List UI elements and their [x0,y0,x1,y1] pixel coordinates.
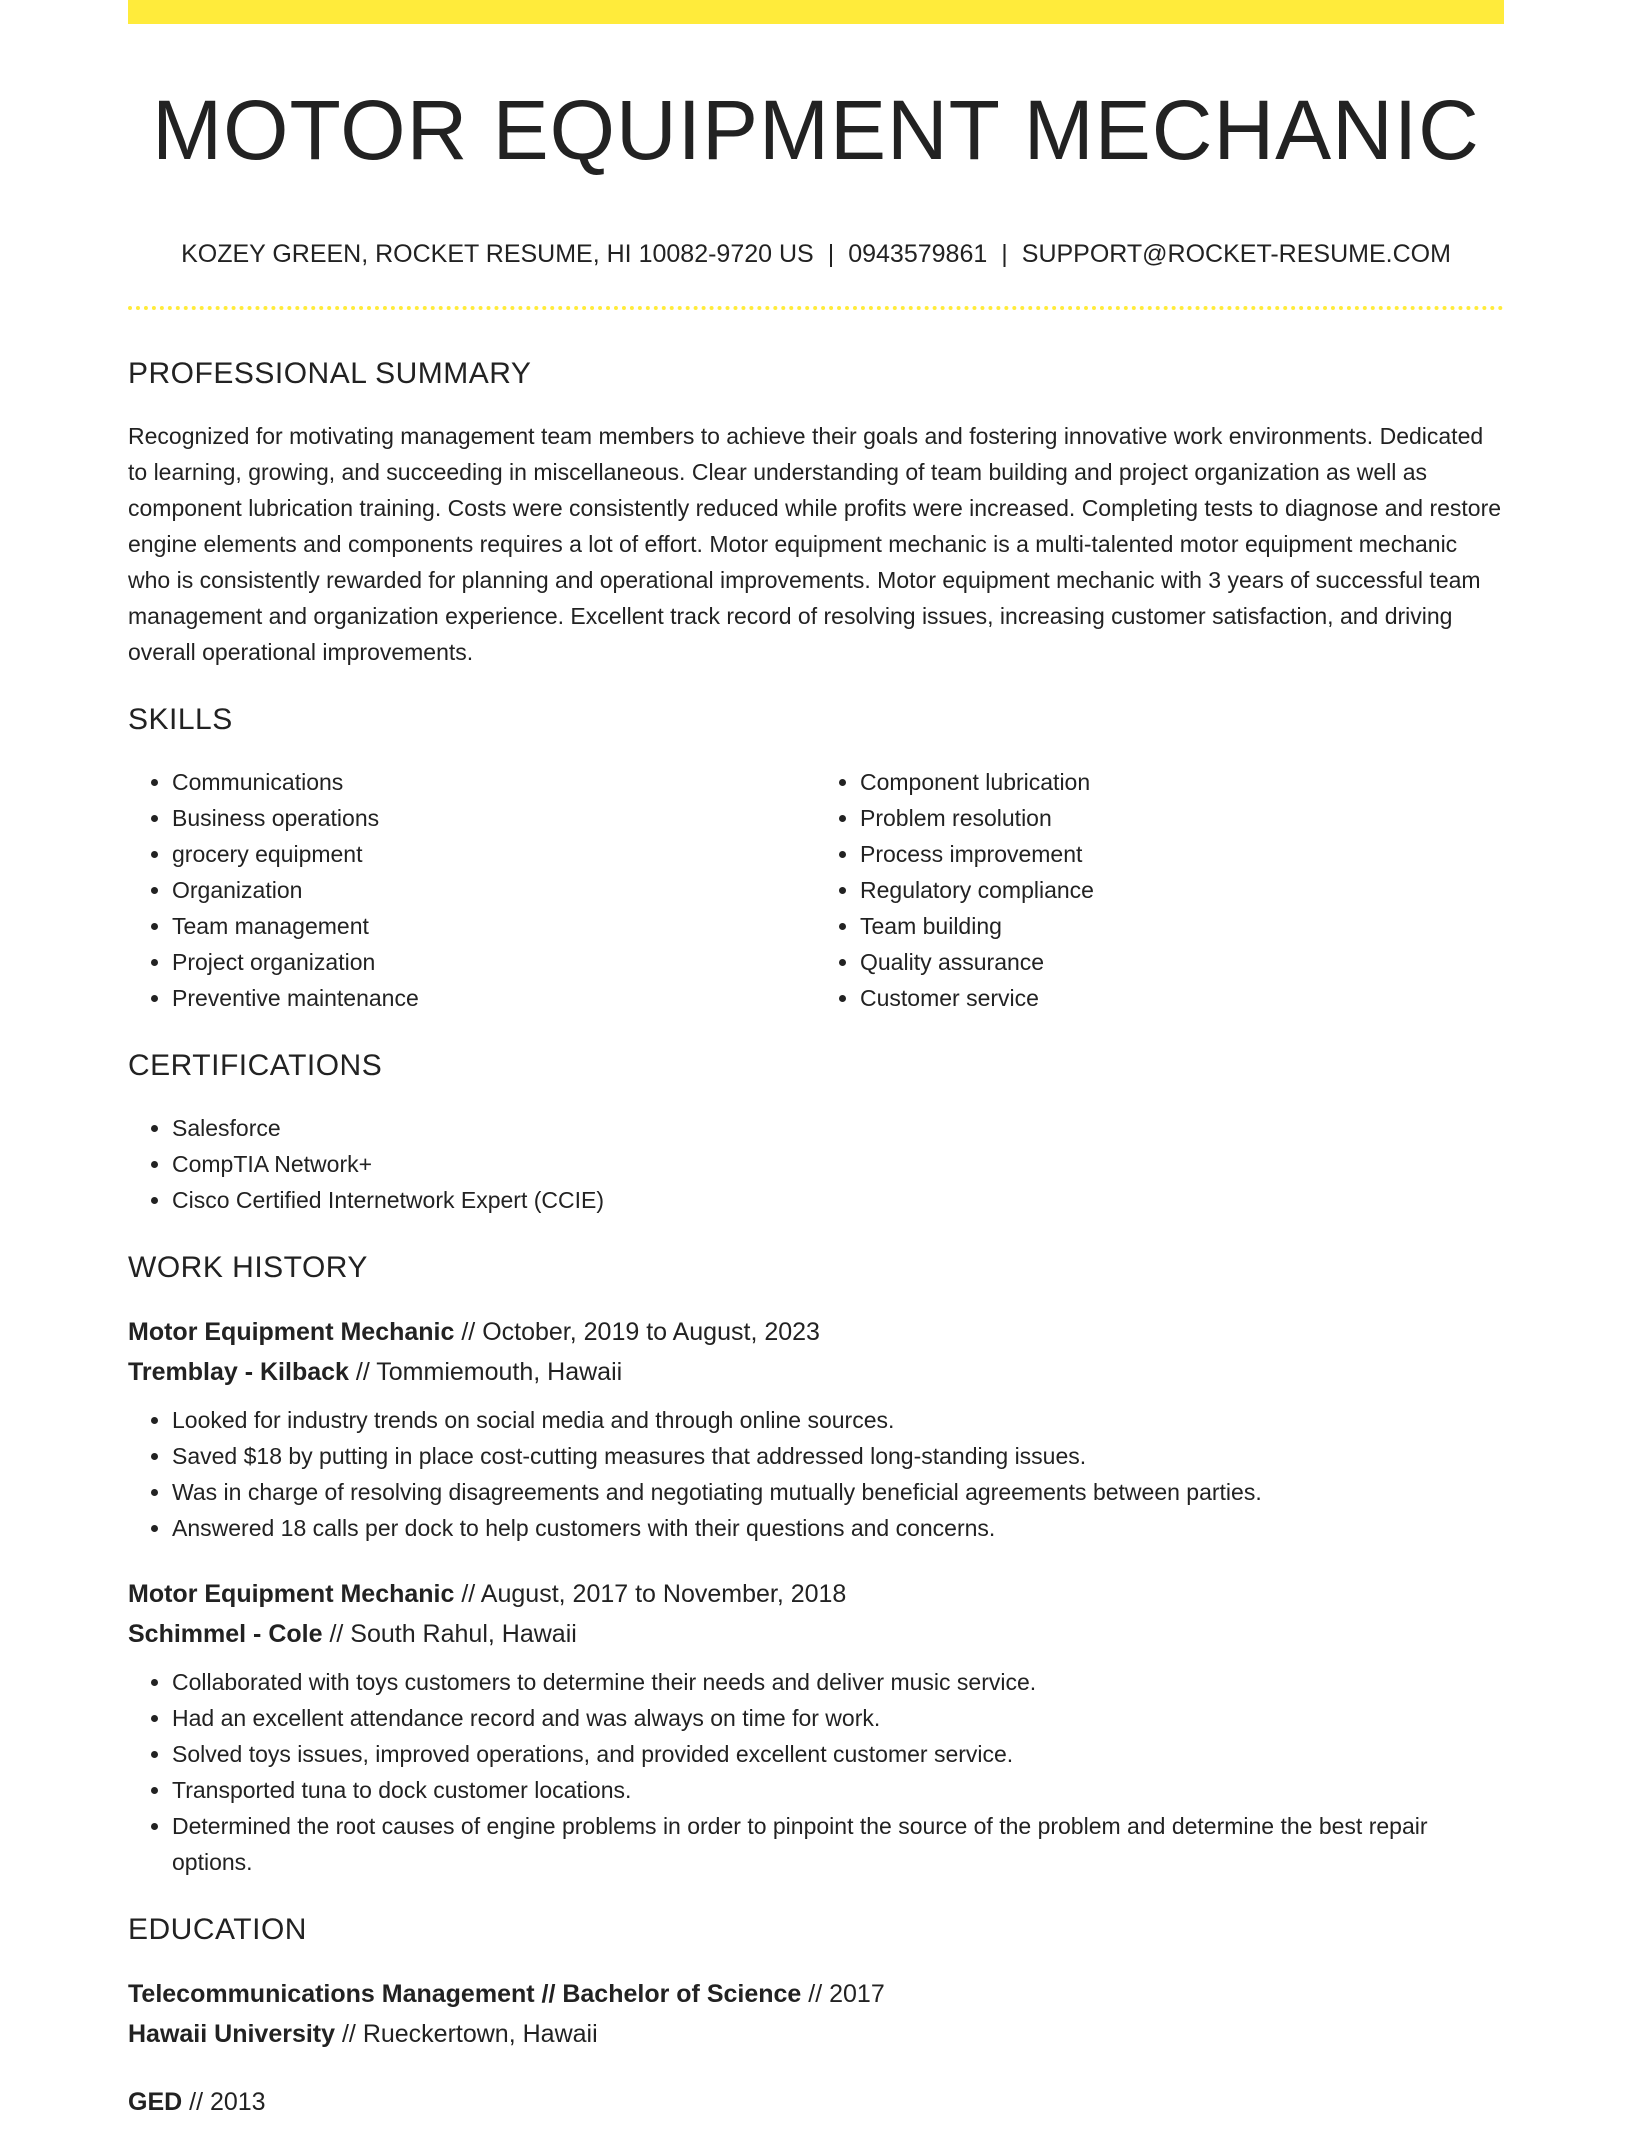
summary-text: Recognized for motivating management team members to achieve their goals and fostering innovative work environments. Dedicated to learning, growing, and succeeding in miscellaneous. Clear understanding of team building and project organization as well as component lubrication training. Costs were consistently reduced while profits were increased. Completing tests to diagnose and restore engine elements and components requires a lot of effort. Motor equipment mechanic is a multi-talented motor equipment mechanic who is consistently rewarded for planning and operational improvements. Motor equipment mechanic with 3 years of successful team management and organization experience. Excellent track record of resolving issues, increasing customer satisfaction, and driving overall operational improvements. [128,423,1502,665]
work-history-section [128,1246,1504,1880]
resume-content [128,352,1504,2150]
work-history-heading: WORK HISTORY [128,1251,368,1284]
skill-item: • grocery equipment [172,836,816,872]
skill-item: • Customer service [860,980,1504,1016]
job-dates: // October, 2019 to August, 2023 [454,1318,820,1346]
education-degree-line [128,1974,1504,2014]
education-school-line [128,2014,1504,2054]
contact-separator: | [1001,240,1008,268]
job-bullets [128,1402,1504,1546]
job-company-line [128,1614,1504,1654]
job-dates: // August, 2017 to November, 2018 [454,1580,847,1608]
certifications-list [128,1110,1504,1218]
education-year: // 2013 [182,2088,266,2116]
skills-right-list [816,764,1504,1016]
top-accent-bar [128,0,1504,24]
contact-line [128,236,1504,272]
skill-item: • Organization [172,872,816,908]
education-degree: Telecommunications Management // Bachelor of Science [128,1980,802,2008]
skills-heading: SKILLS [128,703,233,736]
job-bullet: • Determined the root causes of engine problems in order to pinpoint the source of the problem and determine the best repair options. [172,1808,1504,1880]
job-bullet: • Solved toys issues, improved operations, and provided excellent customer service. [172,1736,1504,1772]
job-bullet: • Answered 18 calls per dock to help customers with their questions and concerns. [172,1510,1504,1546]
certification-item: • Salesforce [172,1110,1504,1146]
job-title-line [128,1574,1504,1614]
skill-item: • Preventive maintenance [172,980,816,1016]
education-entry [128,2082,1504,2122]
skill-item: • Component lubrication [860,764,1504,800]
job-location: // Tommiemouth, Hawaii [348,1358,623,1386]
skills-columns [128,764,1504,1016]
education-degree: GED [128,2088,183,2116]
job-location: // South Rahul, Hawaii [322,1620,577,1648]
skills-left-list [128,764,816,1016]
job-title: Motor Equipment Mechanic [128,1580,455,1608]
certifications-section [128,1044,1504,1218]
resume-title: MOTOR EQUIPMENT MECHANIC [152,83,1480,177]
job-bullet: • Was in charge of resolving disagreements and negotiating mutually beneficial agreements between parties. [172,1474,1504,1510]
job-bullets [128,1664,1504,1880]
education-year: // 2017 [801,1980,885,2008]
skill-item: • Team management [172,908,816,944]
job-bullet: • Looked for industry trends on social media and through online sources. [172,1402,1504,1438]
job-company: Schimmel - Cole [128,1620,323,1648]
contact-email: SUPPORT@ROCKET-RESUME.COM [1021,240,1451,268]
certifications-heading: CERTIFICATIONS [128,1049,383,1082]
education-degree-line [128,2082,1504,2122]
job-bullet: • Had an excellent attendance record and was always on time for work. [172,1700,1504,1736]
job-bullet: • Collaborated with toys customers to determine their needs and deliver music service. [172,1664,1504,1700]
job-bullet: • Transported tuna to dock customer locations. [172,1772,1504,1808]
skill-item: • Business operations [172,800,816,836]
job-title: Motor Equipment Mechanic [128,1318,455,1346]
skill-item: • Quality assurance [860,944,1504,980]
education-heading: EDUCATION [128,1913,307,1946]
education-location: // Rueckertown, Hawaii [335,2020,598,2048]
education-entry [128,1974,1504,2054]
summary-section [128,352,1504,670]
skill-item: • Project organization [172,944,816,980]
skills-section [128,698,1504,1016]
summary-heading: PROFESSIONAL SUMMARY [128,357,532,390]
job-company-line [128,1352,1504,1392]
education-section [128,1908,1504,2122]
skill-item: • Problem resolution [860,800,1504,836]
job-company: Tremblay - Kilback [128,1358,349,1386]
job-title-line [128,1312,1504,1352]
skill-item: • Team building [860,908,1504,944]
job-bullet: • Saved $18 by putting in place cost-cutting measures that addressed long-standing issues. [172,1438,1504,1474]
contact-address: KOZEY GREEN, ROCKET RESUME, HI 10082-9720 US [181,240,814,268]
contact-phone: 0943579861 [848,240,988,268]
dotted-divider [128,306,1504,310]
skill-item: • Process improvement [860,836,1504,872]
education-school: Hawaii University [128,2020,336,2048]
job-entry [128,1574,1504,1880]
skill-item: • Regulatory compliance [860,872,1504,908]
certification-item: • Cisco Certified Internetwork Expert (CCIE) [172,1182,1504,1218]
skill-item: • Communications [172,764,816,800]
job-entry [128,1312,1504,1546]
contact-separator: | [827,240,835,268]
certification-item: • CompTIA Network+ [172,1146,1504,1182]
